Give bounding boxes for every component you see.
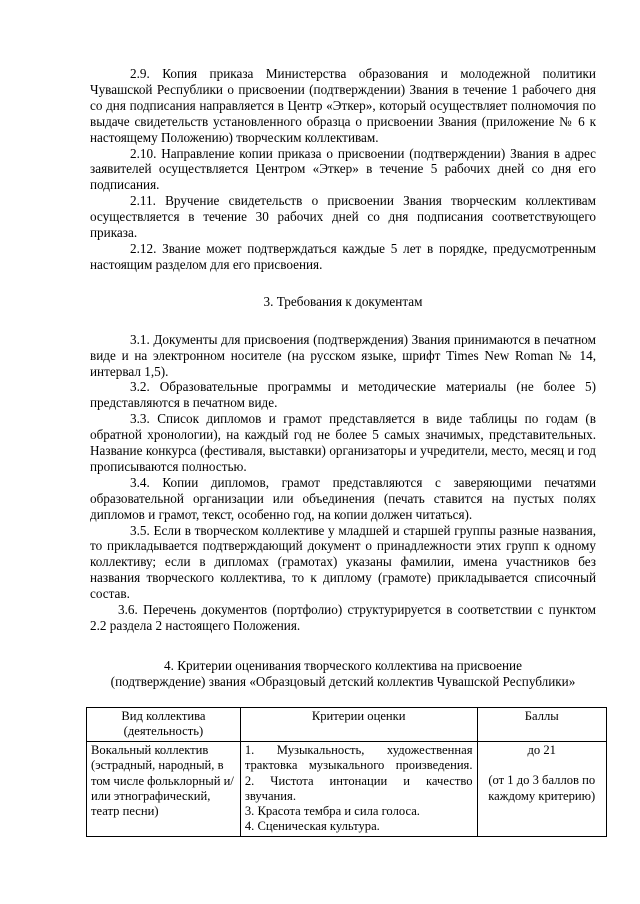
document-body xyxy=(90,66,596,837)
criterion-item: 1. Музыкальность, художественная трактовка музыкального произведения. xyxy=(244,743,473,773)
section-3-heading: 3. Требования к документам xyxy=(263,293,423,309)
table-header-row xyxy=(87,707,607,741)
criterion-item: 4. Сценическая культура. xyxy=(244,819,380,834)
paragraph-3-6: 3.6. Перечень документов (портфолио) структурируется в соответствии с пунктом 2.2 раздела 2 настоящего Положения. xyxy=(90,602,596,633)
points-note: (от 1 до 3 баллов по каждому критерию) xyxy=(488,773,596,803)
criterion-item: 3. Красота тембра и сила голоса. xyxy=(244,803,420,818)
paragraph-3-2: 3.2. Образовательные программы и методические материалы (не более 5) представляются в печатном виде. xyxy=(90,379,596,411)
section-4-heading-line-2: (подтверждение) звания «Образцовый детский коллектив Чувашской Республики» xyxy=(110,673,576,689)
paragraph-2-9: 2.9. Копия приказа Министерства образования и молодежной политики Чувашской Республики о присвоении (подтверждении) Звания в течение 1 рабочего дня со дня подписания направляется в Центр «Эткер», который осуществляет полномочия по выдаче свидетельств установленного образца о присвоении Звания (приложение № 6 к настоящему Положению) творческим коллективам. xyxy=(90,66,596,145)
points-spacer xyxy=(482,758,603,773)
paragraph-3-5: 3.5. Если в творческом коллективе у младшей и старшей группы разные названия, то прикладывается подтверждающий документ о принадлежности этих групп к одному коллективу; если в дипломах (грамотах) указаны фамилии, имена участников без названия творческого коллектива, то к диплому (грамоте) прикладывается списочный состав. xyxy=(90,522,596,602)
paragraph-3-4: 3.4. Копии дипломов, грамот представляются с заверяющими печатями образовательной организации или объединения (печать ставится на пустых полях дипломов и грамот, текст, особенно год, на копии должен читаться). xyxy=(90,474,596,522)
paragraph-2-12: 2.12. Звание может подтверждаться каждые 5 лет в порядке, предусмотренным настоящим разделом для его присвоения. xyxy=(90,240,596,272)
criterion-item: 2. Чистота интонации и качество звучания. xyxy=(244,773,473,803)
paragraph-3-1: 3.1. Документы для присвоения (подтверждения) Звания принимаются в печатном виде и на электронном носителе (на русском языке, шрифт Times New Roman № 14, интервал 1,5). xyxy=(90,331,596,379)
header-criteria: Критерии оценки xyxy=(240,707,477,741)
section-4-heading xyxy=(90,658,596,690)
section-4-heading-line-1: 4. Критерии оценивания творческого коллектива на присвоение xyxy=(164,657,522,673)
header-points: Баллы xyxy=(477,707,607,741)
paragraph-2-10: 2.10. Направление копии приказа о присвоении (подтверждении) Звания в адрес заявителей осуществляется Центром «Эткер» в течение 5 рабочих дней со дня его подписания. xyxy=(90,145,596,193)
table-row xyxy=(87,742,607,837)
criteria-table xyxy=(86,707,607,838)
points-max: до 21 xyxy=(527,743,556,758)
cell-points xyxy=(477,742,607,837)
paragraph-3-3: 3.3. Список дипломов и грамот представляется в виде таблицы по годам (в обратной хронологии), на каждый год не более 5 самых значимых, представительных. Название конкурса (фестиваля, выставки) организаторы и учредители, место, месяц и год прописываются полностью. xyxy=(90,411,596,474)
header-collective-type: Вид коллектива (деятельность) xyxy=(87,707,241,741)
cell-criteria xyxy=(240,742,477,837)
paragraph-2-11: 2.11. Вручение свидетельств о присвоении Звания творческим коллективам осуществляется в течение 30 рабочих дней со дня подписания соответствующего приказа. xyxy=(90,193,596,241)
cell-collective-type: Вокальный коллектив (эстрадный, народный, в том числе фольклорный и/или этнографический, театр песни) xyxy=(87,742,241,837)
